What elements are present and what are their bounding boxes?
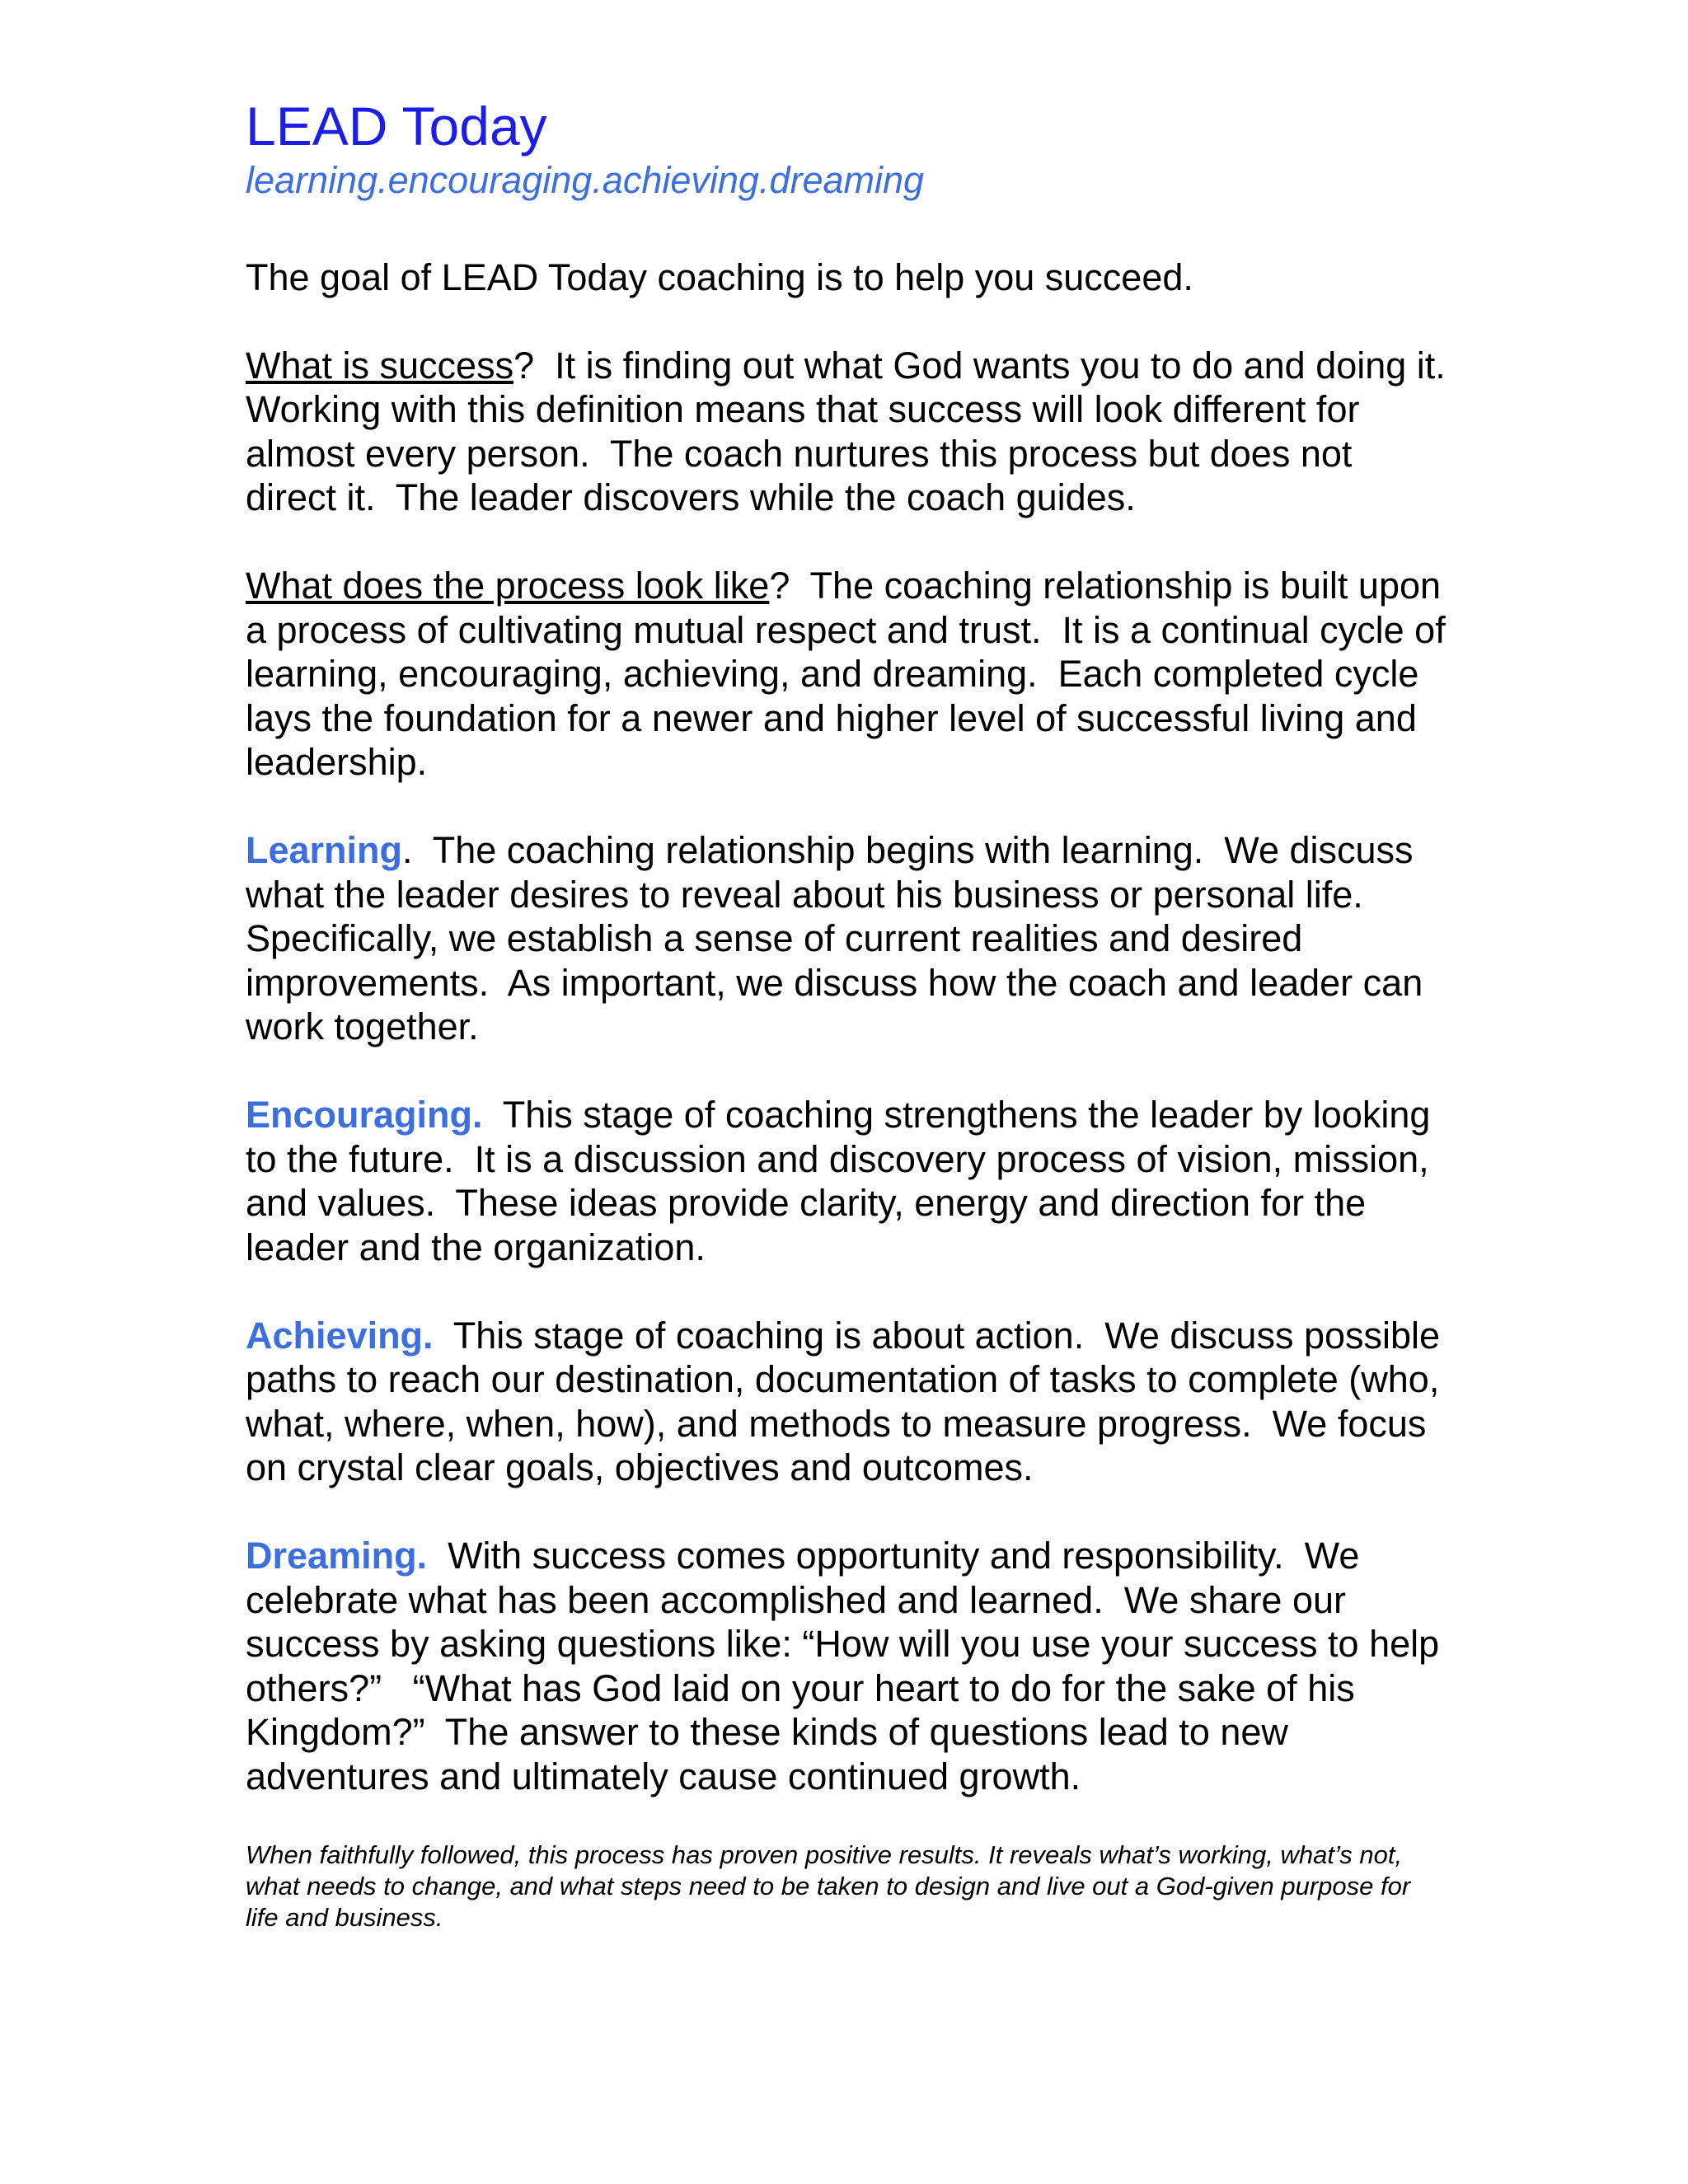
encouraging-heading: Encouraging. [246,1094,483,1136]
success-question: What is success [246,344,514,387]
document-subtitle: learning.encouraging.achieving.dreaming [246,159,925,201]
success-paragraph [246,344,1466,520]
dreaming-body: With success comes opportunity and responsibility. We celebrate what has been accomplished and learned. We share our success by asking questions like: “How will you use your success to help others?” “What has God laid on your heart to do for the sake of his Kingdom?” The answer to these kinds of questions lead to new adventures and ultimately cause continued growth. [246,1535,1450,1797]
learning-body: . The coaching relationship begins with learning. We discuss what the leader desires to reveal about his business or personal life. Specifically, we establish a sense of current realities and desired improvements. As important, we discuss how the coach and leader can work together. [246,829,1433,1047]
process-question-mark: ? [769,565,790,607]
document-page [246,96,1466,1933]
learning-paragraph [246,828,1449,1049]
achieving-paragraph [246,1314,1449,1490]
success-question-mark: ? [513,344,535,387]
intro-paragraph: The goal of LEAD Today coaching is to help you succeed. [246,255,1193,298]
closing-note: When faithfully followed, this process has proven positive results. It reveals what’s working, what’s not, what needs to change, and what steps need to be taken to design and live out a God-given purpose for life and business. [246,1840,1411,1932]
learning-heading: Learning [246,829,403,871]
process-question: What does the process look like [246,565,770,607]
encouraging-body: This stage of coaching strengthens the leader by looking to the future. It is a discussion and discovery process of vision, mission, and values. These ideas provide clarity, energy and direction for the leader and the organization. [246,1094,1441,1268]
process-body: The coaching relationship is built upon a process of cultivating mutual respect and trust. It is a continual cycle of learning, encouraging, achieving, and dreaming. Each completed cycle lays the foundation for a newer and higher level of successful living and leadership. [246,565,1456,783]
dreaming-paragraph [246,1534,1449,1798]
success-body: It is finding out what God wants you to do and doing it. Working with this definition means that success will look different for almost every person. The coach nurtures this process but does not direct it. The leader discovers while the coach guides. [246,344,1466,518]
process-paragraph [246,564,1456,785]
achieving-heading: Achieving. [246,1314,434,1357]
document-title: LEAD Today [246,96,547,157]
achieving-body: This stage of coaching is about action. We discuss possible paths to reach our destination, documentation of tasks to complete (who, what, where, when, how), and methods to measure progress. We focus on crystal clear goals, objectives and outcomes. [246,1314,1451,1488]
dreaming-heading: Dreaming. [246,1535,428,1577]
encouraging-paragraph [246,1093,1449,1269]
